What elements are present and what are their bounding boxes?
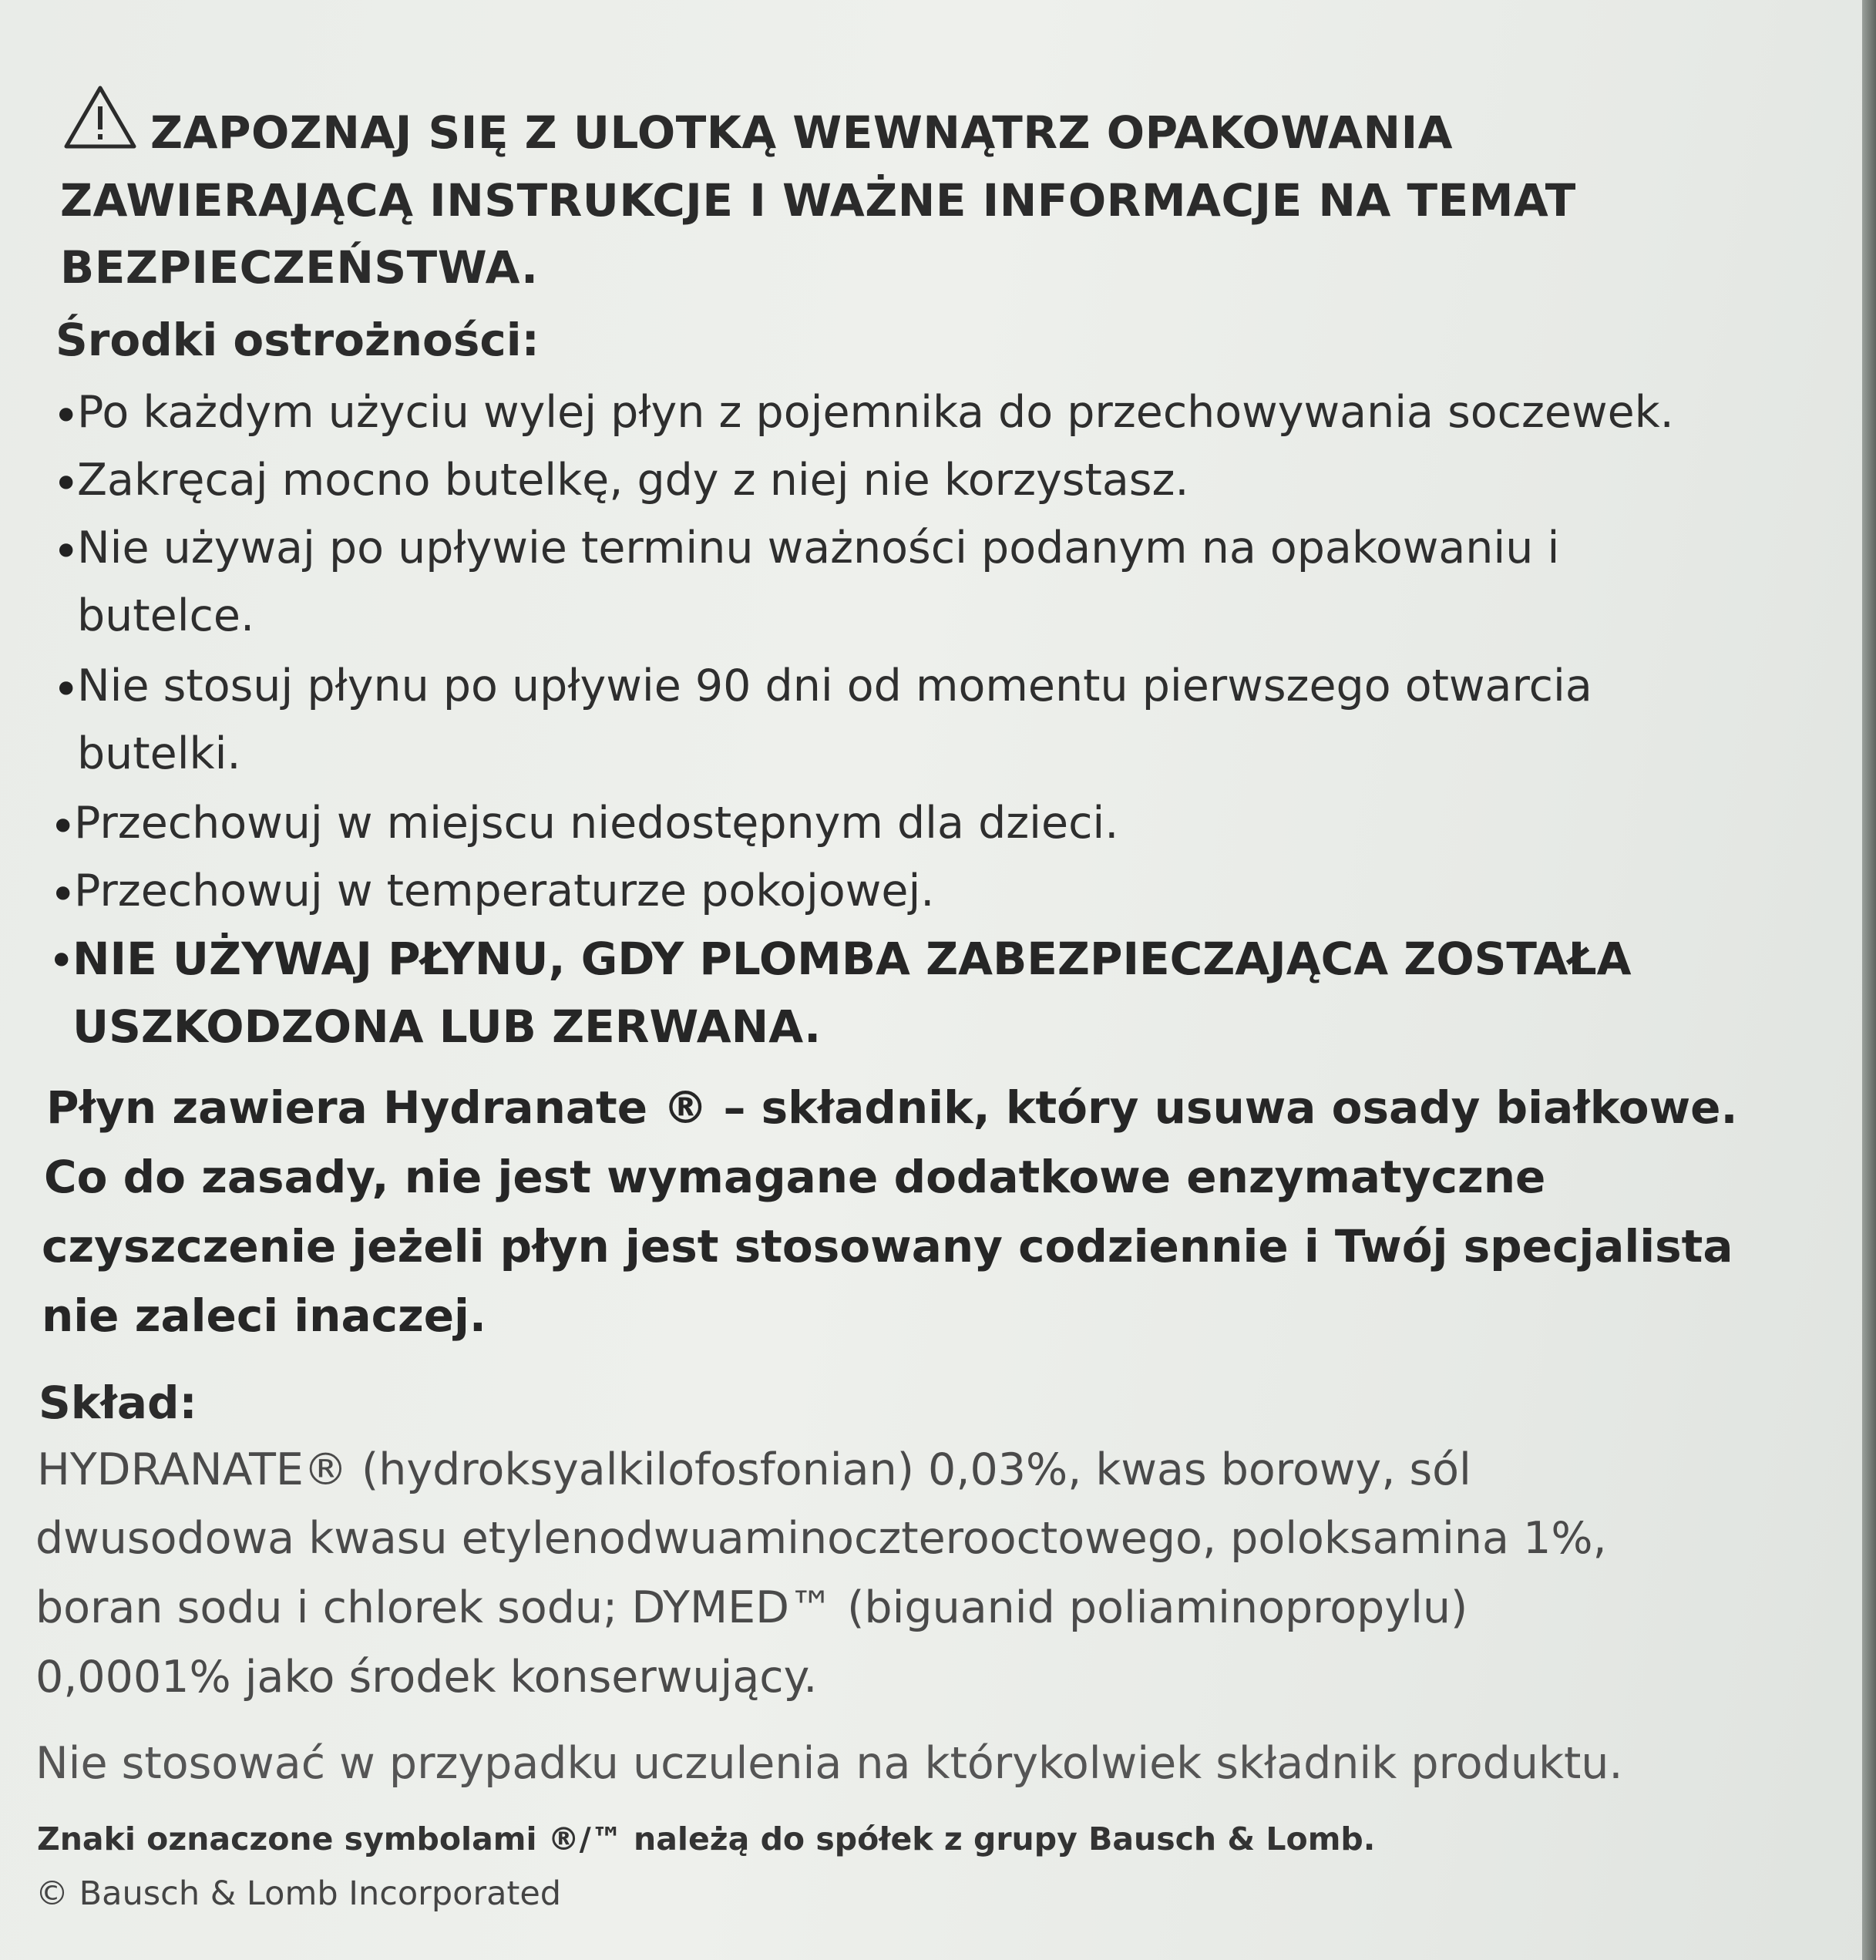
composition-line-3: boran sodu i chlorek sodu; DYMED™ (biguanid poliaminopropylu) [35,1582,1468,1633]
precautions-heading: Środki ostrożności: [55,314,540,366]
warning-line-3: BEZPIECZEŃSTWA. [60,241,539,294]
precaution-item-1: Po każdym użyciu wylej płyn z pojemnika do przechowywania soczewek. [77,387,1674,438]
copyright-note: © Bausch & Lomb Incorporated [35,1874,562,1913]
info-line-1: Płyn zawiera Hydranate ® – składnik, który usuwa osady białkowe. [46,1081,1738,1134]
composition-line-2: dwusodowa kwasu etylenodwuaminoczterooctowego, poloksamina 1%, [35,1513,1607,1564]
bullet: • [48,934,76,988]
bullet: • [49,868,77,922]
bullet: • [52,525,80,579]
precaution-item-4-cont: butelki. [77,728,241,779]
composition-line-1: HYDRANATE® (hydroksyalkilofosfonian) 0,03%, kwas borowy, sól [37,1444,1471,1495]
precaution-item-3-cont: butelce. [77,590,255,641]
precaution-item-7: NIE UŻYWAJ PŁYNU, GDY PLOMBA ZABEZPIECZAJĄCA ZOSTAŁA [72,933,1632,985]
bullet: • [52,457,80,511]
warning-line-1: ZAPOZNAJ SIĘ Z ULOTKĄ WEWNĄTRZ OPAKOWANIA [150,106,1454,159]
bullet: • [49,800,77,854]
warning-line-2: ZAWIERAJĄCĄ INSTRUKCJE I WAŻNE INFORMACJE NA TEMAT [60,174,1576,227]
bullet: • [52,663,80,717]
precaution-item-3: Nie używaj po upływie terminu ważności podanym na opakowaniu i [77,523,1560,573]
composition-heading: Skład: [39,1377,197,1429]
info-line-4: nie zaleci inaczej. [42,1289,486,1342]
precaution-item-5: Przechowuj w miejscu niedostępnym dla dzieci. [74,798,1119,849]
trademark-note: Znaki oznaczone symbolami ®/™ należą do spółek z grupy Bausch & Lomb. [37,1820,1376,1857]
precaution-item-4: Nie stosuj płynu po upływie 90 dni od momentu pierwszego otwarcia [77,661,1592,711]
composition-line-4: 0,0001% jako środek konserwujący. [35,1652,818,1703]
precaution-item-7-cont: USZKODZONA LUB ZERWANA. [72,1000,822,1053]
warning-triangle-icon [63,85,137,150]
info-line-3: czyszczenie jeżeli płyn jest stosowany codziennie i Twój specjalista [42,1220,1733,1272]
info-line-2: Co do zasady, nie jest wymagane dodatkowe enzymatyczne [44,1151,1546,1203]
allergy-warning: Nie stosować w przypadku uczulenia na którykolwiek składnik produktu. [35,1738,1623,1789]
precaution-item-2: Zakręcaj mocno butelkę, gdy z niej nie korzystasz. [77,455,1189,506]
bullet: • [52,389,80,443]
box-edge-shadow [1862,0,1876,1960]
precaution-item-6: Przechowuj w temperaturze pokojowej. [74,866,935,916]
